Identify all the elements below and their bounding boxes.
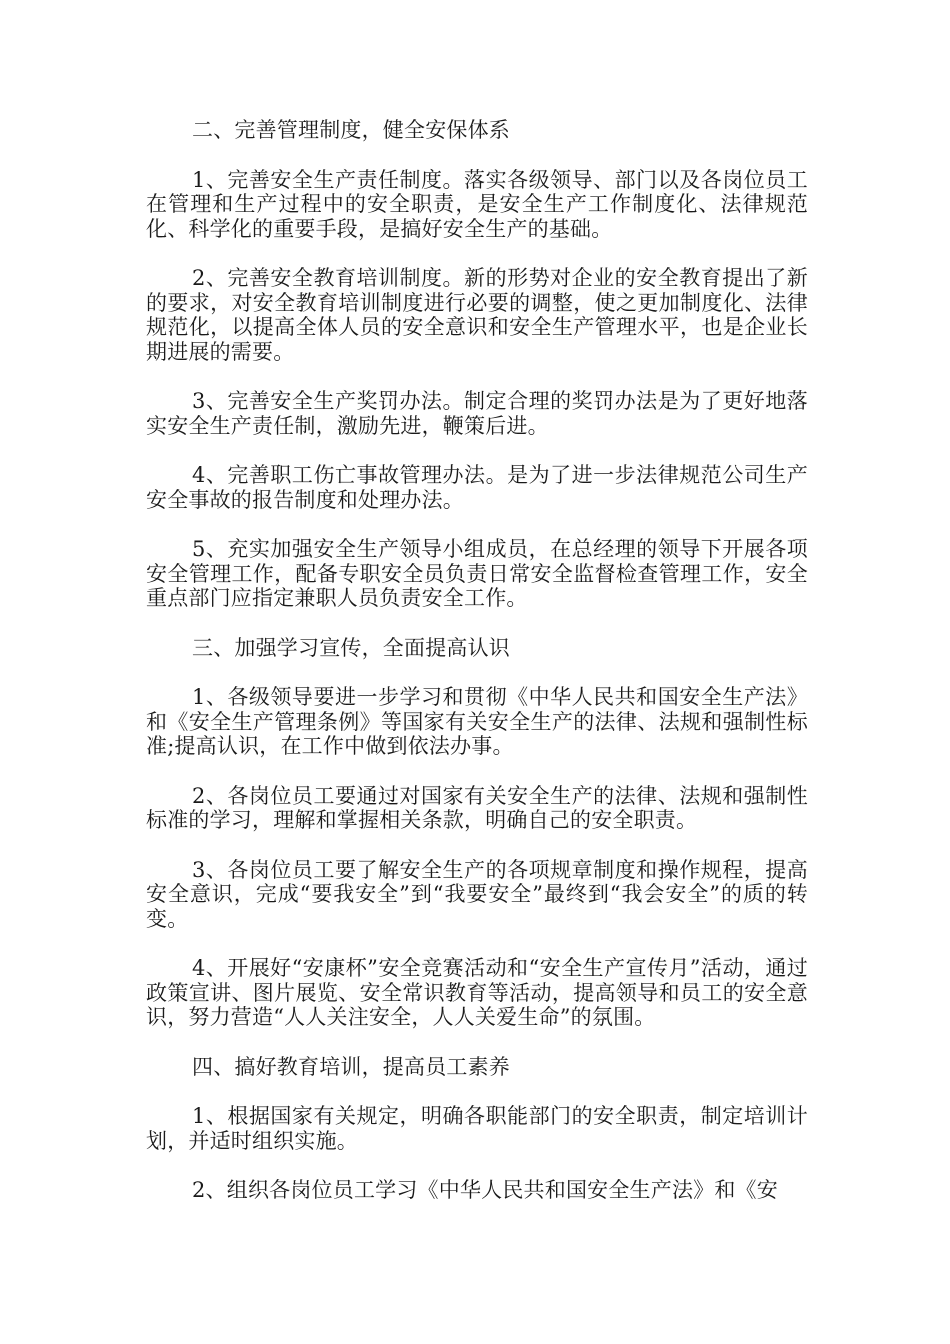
paragraph-2-3: 3、完善安全生产奖罚办法。制定合理的奖罚办法是为了更好地落实安全生产责任制，激励先进，鞭策后进。: [146, 389, 808, 438]
document-page: [146, 118, 808, 1228]
paragraph-2-1: 1、完善安全生产责任制度。落实各级领导、部门以及各岗位员工在管理和生产过程中的安全职责，是安全生产工作制度化、法律规范化、科学化的重要手段，是搞好安全生产的基础。: [146, 167, 808, 241]
paragraph-2-4: 4、完善职工伤亡事故管理办法。是为了进一步法律规范公司生产安全事故的报告制度和处理办法。: [146, 463, 808, 512]
paragraph-3-3: 3、各岗位员工要了解安全生产的各项规章制度和操作规程，提高安全意识，完成“要我安全”到“我要安全”最终到“我会安全”的质的转变。: [146, 857, 808, 931]
paragraph-3-1: 1、各级领导要进一步学习和贯彻《中华人民共和国安全生产法》和《安全生产管理条例》等国家有关安全生产的法律、法规和强制性标准;提高认识，在工作中做到依法办事。: [146, 685, 808, 758]
section-heading-4: 四、搞好教育培训，提高员工素养: [192, 1054, 510, 1079]
paragraph-4-2: 2、组织各岗位员工学习《中华人民共和国安全生产法》和《安: [192, 1178, 778, 1202]
section-heading-2: 二、完善管理制度，健全安保体系: [192, 118, 510, 142]
section-heading-3: 三、加强学习宣传，全面提高认识: [192, 635, 510, 660]
paragraph-3-2: 2、各岗位员工要通过对国家有关安全生产的法律、法规和强制性标准的学习，理解和掌握相关条款，明确自己的安全职责。: [146, 783, 808, 832]
paragraph-3-4: 4、开展好“安康杯”安全竞赛活动和“安全生产宣传月”活动，通过政策宣讲、图片展览、安全常识教育等活动，提高领导和员工的安全意识，努力营造“人人关注安全，人人关爱生命”的氛围。: [146, 956, 808, 1029]
paragraph-2-5: 5、充实加强安全生产领导小组成员，在总经理的领导下开展各项安全管理工作，配备专职安全员负责日常安全监督检查管理工作，安全重点部门应指定兼职人员负责安全工作。: [146, 537, 808, 610]
paragraph-2-2: 2、完善安全教育培训制度。新的形势对企业的安全教育提出了新的要求，对安全教育培训制度进行必要的调整，使之更加制度化、法律规范化，以提高全体人员的安全意识和安全生产管理水平，也是企业长期进展的需要。: [146, 266, 808, 364]
paragraph-4-1: 1、根据国家有关规定，明确各职能部门的安全职责，制定培训计划，并适时组织实施。: [146, 1104, 808, 1153]
